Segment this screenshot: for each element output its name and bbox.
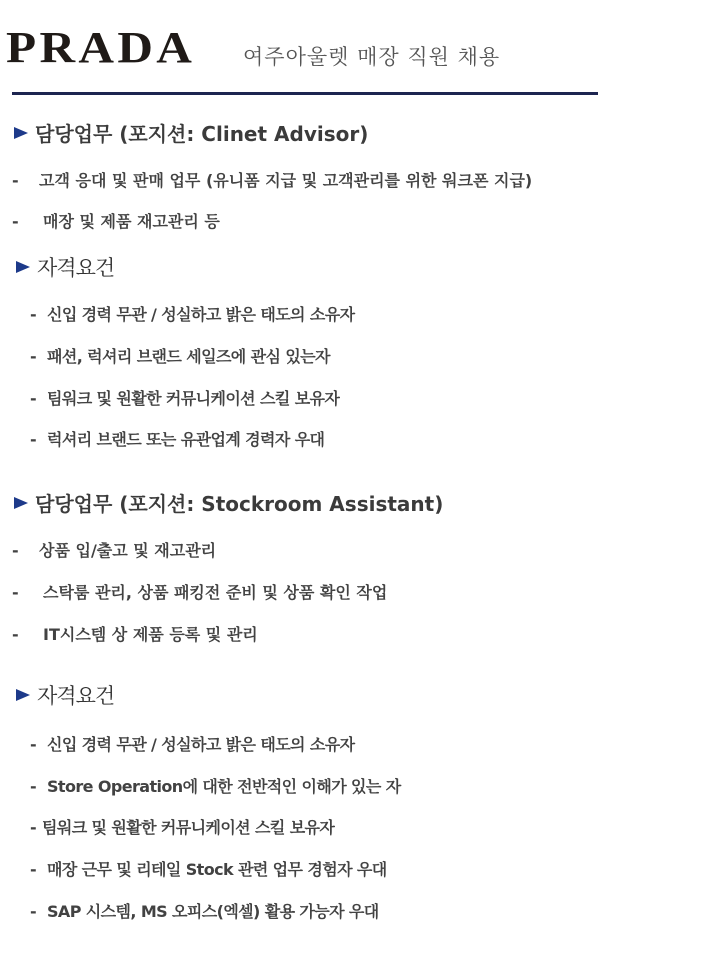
list-item: - 럭셔리 브랜드 또는 유관업계 경력자 우대: [30, 430, 325, 449]
section-heading-stockroom-duties: [14, 488, 443, 517]
dash-bullet: -: [30, 305, 37, 324]
dash-bullet: -: [30, 430, 37, 449]
prada-logo: PRADA: [6, 23, 196, 72]
triangle-bullet-icon: [16, 261, 30, 273]
section-heading-text: 자격요건: [37, 684, 115, 708]
dash-bullet: -: [30, 389, 37, 408]
list-item: - IT시스템 상 제품 등록 및 관리: [12, 625, 258, 644]
page-title: 여주아울렛 매장 직원 채용: [243, 45, 501, 69]
dash-bullet: -: [30, 777, 37, 796]
list-item: - 팀워크 및 원활한 커뮤니케이션 스킬 보유자: [30, 389, 340, 408]
section-heading-qualifications: [16, 252, 114, 282]
section-heading-qualifications: [16, 680, 114, 710]
dash-bullet: -: [12, 171, 19, 190]
dash-bullet: -: [30, 902, 37, 921]
dash-bullet: -: [12, 541, 19, 560]
list-item: - 상품 입/출고 및 재고관리: [12, 541, 217, 560]
list-item: - Store Operation에 대한 전반적인 이해가 있는 자: [30, 777, 401, 796]
triangle-bullet-icon: [14, 127, 28, 139]
triangle-bullet-icon: [14, 497, 28, 509]
section-heading-client-advisor-duties: [14, 118, 368, 147]
header-divider: [12, 92, 598, 95]
list-item: - 고객 응대 및 판매 업무 (유니폼 지급 및 고객관리를 위한 워크폰 지급): [12, 171, 533, 190]
list-item: - 팀워크 및 원활한 커뮤니케이션 스킬 보유자: [30, 818, 335, 837]
list-item: - 스탁룸 관리, 상품 패킹전 준비 및 상품 확인 작업: [12, 583, 388, 602]
list-item: - SAP 시스템, MS 오피스(엑셀) 활용 가능자 우대: [30, 902, 379, 921]
dash-bullet: -: [30, 860, 37, 879]
dash-bullet: -: [12, 583, 19, 602]
list-item: - 신입 경력 무관 / 성실하고 밝은 태도의 소유자: [30, 735, 355, 754]
dash-bullet: -: [30, 735, 37, 754]
dash-bullet: -: [30, 818, 37, 837]
dash-bullet: -: [12, 625, 19, 644]
dash-bullet: -: [12, 212, 19, 231]
list-item: - 패션, 럭셔리 브랜드 세일즈에 관심 있는자: [30, 347, 330, 366]
section-heading-text: 자격요건: [37, 256, 115, 280]
dash-bullet: -: [30, 347, 37, 366]
list-item: - 매장 및 제품 재고관리 등: [12, 212, 220, 231]
list-item: - 신입 경력 무관 / 성실하고 밝은 태도의 소유자: [30, 305, 355, 324]
section-heading-text: 담당업무 (포지션: Stockroom Assistant): [35, 492, 444, 516]
section-heading-text: 담당업무 (포지션: Clinet Advisor): [35, 122, 369, 146]
triangle-bullet-icon: [16, 689, 30, 701]
list-item: - 매장 근무 및 리테일 Stock 관련 업무 경험자 우대: [30, 860, 387, 879]
